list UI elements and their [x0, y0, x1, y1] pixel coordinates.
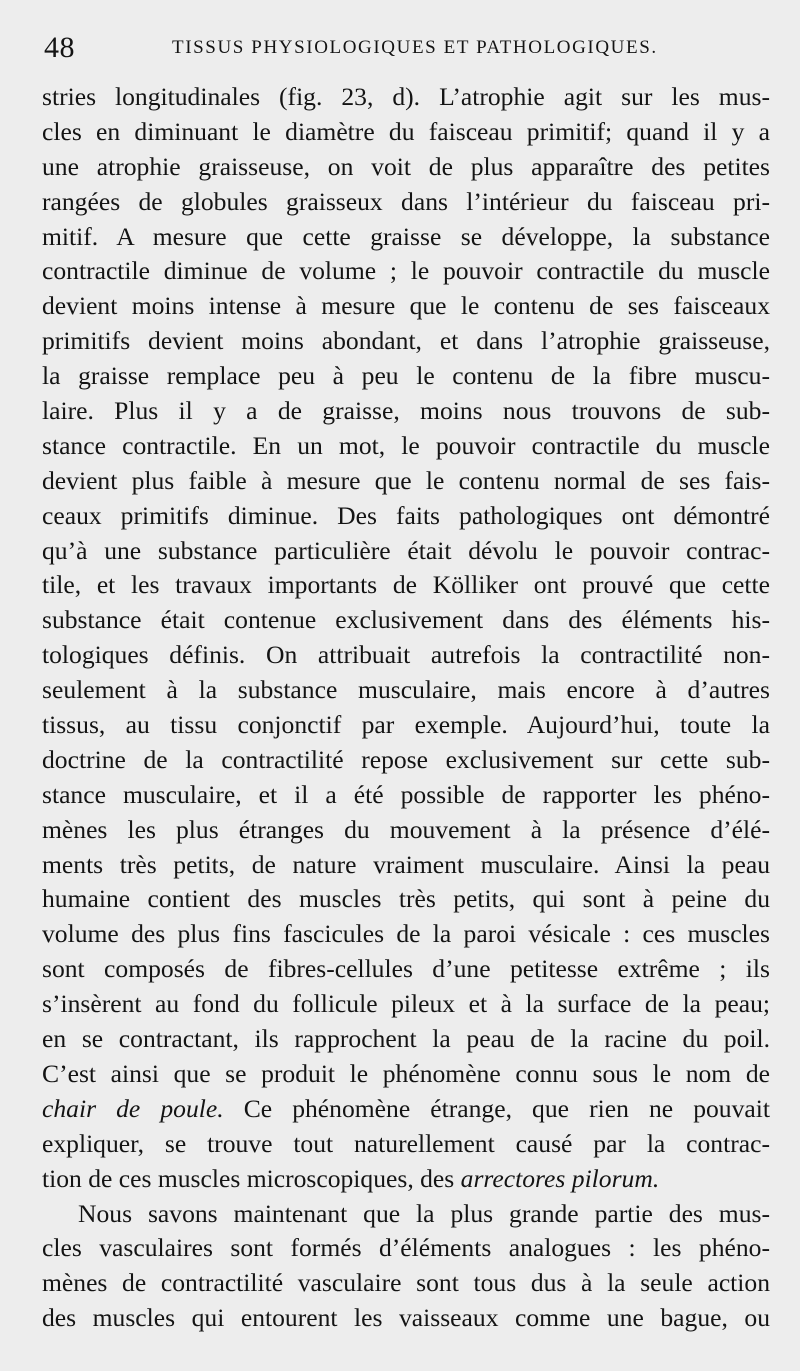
italic-term: chair de poule. — [42, 1093, 224, 1123]
text-line: des muscles qui entourent les vaisseaux comme une bague, ou — [42, 1303, 770, 1333]
text-line: primitifs devient moins abondant, et dans l’atrophie graisseuse, — [42, 326, 770, 356]
text-line: substance était contenue exclusivement dans des éléments his- — [42, 605, 770, 635]
text-line: sont composés de fibres-cellules d’une petitesse extrême ; ils — [42, 954, 770, 984]
text-line: mènes de contractilité vasculaire sont tous dus à la seule action — [42, 1268, 770, 1298]
body-text — [42, 80, 770, 1336]
text-span: Ce phénomène étrange, que rien ne pouvait — [223, 1093, 770, 1123]
text-line: en se contractant, ils rapprochent la peau de la racine du poil. — [42, 1024, 770, 1054]
italic-term: arrectores pilorum. — [460, 1163, 660, 1193]
page-header — [44, 30, 760, 66]
text-line: qu’à une substance particulière était dévolu le pouvoir contrac- — [42, 535, 770, 565]
text-line: une atrophie graisseuse, on voit de plus apparaître des petites — [42, 151, 770, 181]
text-line: seulement à la substance musculaire, mais encore à d’autres — [42, 675, 770, 705]
text-line: cles vasculaires sont formés d’éléments analogues : les phéno- — [42, 1233, 770, 1263]
text-line: ments très petits, de nature vraiment musculaire. Ainsi la peau — [42, 849, 770, 879]
text-line: stries longitudinales (fig. 23, d). L’atrophie agit sur les mus- — [42, 82, 770, 111]
text-line — [42, 1092, 770, 1127]
text-line: stance contractile. En un mot, le pouvoir contractile du muscle — [42, 430, 770, 460]
text-line: rangées de globules graisseux dans l’intérieur du faisceau pri- — [42, 186, 770, 216]
text-line: tologiques définis. On attribuait autrefois la contractilité non- — [42, 640, 770, 670]
text-line: cles en diminuant le diamètre du faisceau primitif; quand il y a — [42, 116, 770, 146]
text-span: tion de ces muscles microscopiques, des — [42, 1163, 461, 1193]
text-line: s’insèrent au fond du follicule pileux et à la surface de la peau; — [42, 989, 770, 1019]
text-line: contractile diminue de volume ; le pouvoir contractile du muscle — [42, 256, 770, 286]
text-line: tissus, au tissu conjonctif par exemple. Aujourd’hui, toute la — [42, 710, 770, 740]
text-line: humaine contient des muscles très petits, qui sont à peine du — [42, 884, 770, 914]
text-line: mitif. A mesure que cette graisse se développe, la substance — [42, 221, 770, 251]
text-line: devient moins intense à mesure que le contenu de ses faisceaux — [42, 291, 770, 321]
text-line: C’est ainsi que se produit le phénomène connu sous le nom de — [42, 1058, 770, 1088]
text-line: laire. Plus il y a de graisse, moins nous trouvons de sub- — [42, 396, 770, 426]
text-line: doctrine de la contractilité repose exclusivement sur cette sub- — [42, 744, 770, 774]
text-line: devient plus faible à mesure que le contenu normal de ses fais- — [42, 465, 770, 495]
text-line — [42, 1162, 770, 1197]
page-number: 48 — [44, 31, 75, 64]
text-line: mènes les plus étranges du mouvement à la présence d’élé- — [42, 814, 770, 844]
text-line: la graisse remplace peu à peu le contenu de la fibre muscu- — [42, 361, 770, 391]
text-line: tile, et les travaux importants de Kölliker ont prouvé que cette — [42, 570, 770, 600]
running-head: TISSUS PHYSIOLOGIQUES ET PATHOLOGIQUES. — [172, 37, 658, 58]
text-line: stance musculaire, et il a été possible de rapporter les phéno- — [42, 779, 770, 809]
text-line: expliquer, se trouve tout naturellement causé par la contrac- — [42, 1128, 770, 1158]
text-line: ceaux primitifs diminue. Des faits pathologiques ont démontré — [42, 500, 770, 530]
text-line: volume des plus fins fascicules de la paroi vésicale : ces muscles — [42, 919, 770, 949]
text-line: Nous savons maintenant que la plus grande partie des mus- — [78, 1198, 770, 1228]
